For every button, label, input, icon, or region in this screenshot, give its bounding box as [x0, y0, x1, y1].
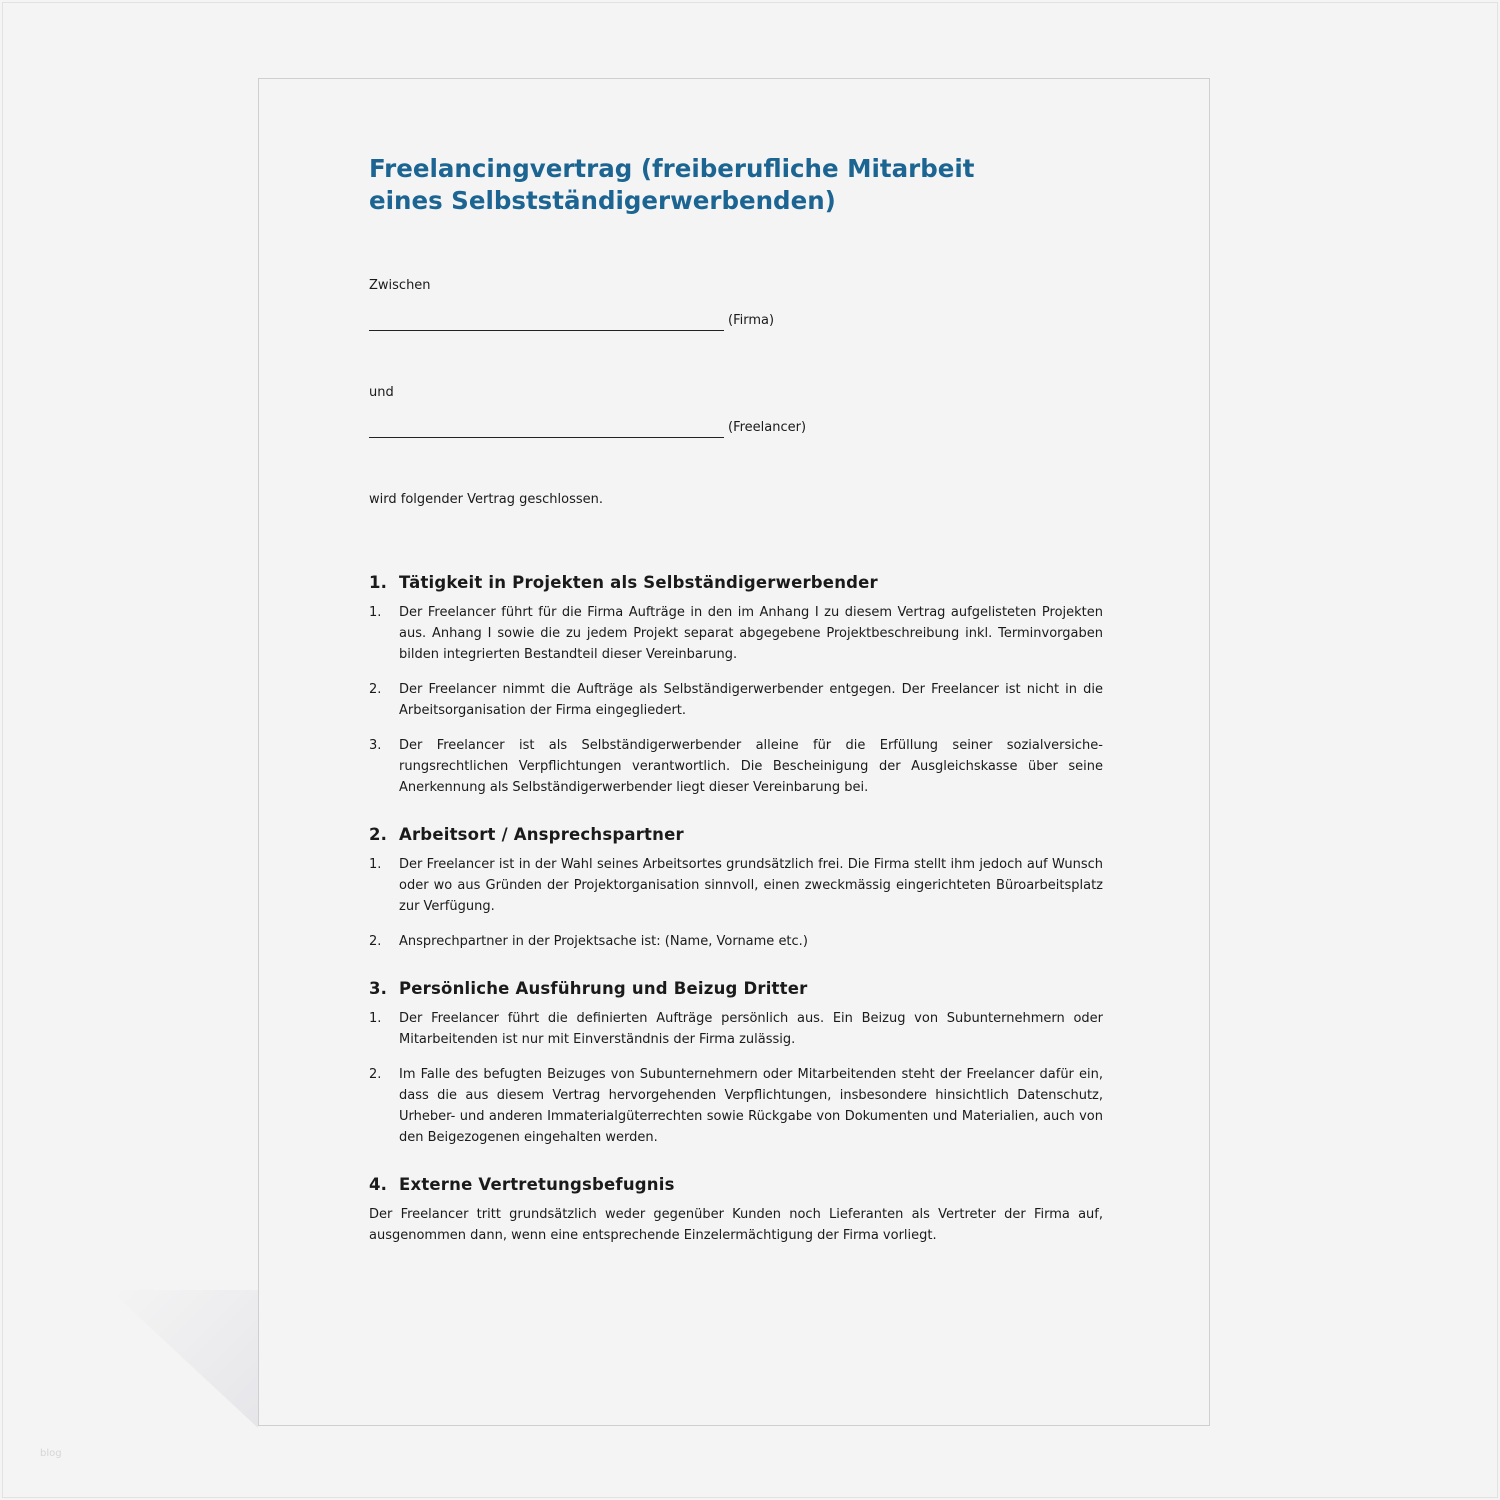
section-title: Tätigkeit in Projekten als Selbständigerwerbender — [399, 573, 878, 592]
list-item — [369, 1064, 1103, 1148]
item-text: Der Freelancer führt die definierten Aufträge persönlich aus. Ein Beizug von Subunternehmern oder Mitarbeitenden ist nur mit Einverständnis der Firma zulässig. — [399, 1011, 1103, 1047]
item-number: 2. — [369, 682, 382, 697]
section-number: 1. — [369, 573, 388, 592]
item-text: Der Freelancer ist als Selbständigerwerbender alleine für die Erfüllung seiner sozialversicherungsrechtlichen Verpflichtungen verantwortlich. Die Bescheinigung der Ausgleichskasse über seine Anerkennung als Selbständigerwerbender liegt dieser Vereinbarung bei. — [399, 738, 1103, 795]
section-title: Arbeitsort / Ansprechspartner — [399, 825, 684, 844]
section-text: Der Freelancer tritt grundsätzlich weder gegenüber Kunden noch Lieferanten als Vertreter der Firma auf, ausgenommen dann, wenn eine entsprechende Einzelermächtigung der Firma vorliegt. — [369, 1207, 1103, 1243]
section-heading — [369, 572, 1103, 594]
party-freelancer — [369, 417, 1103, 438]
list-item — [369, 1008, 1103, 1050]
firma-label: (Firma) — [728, 313, 775, 328]
item-text: Der Freelancer führt für die Firma Aufträge in den im Anhang I zu diesem Vertrag aufgelisteten Projekten aus. Anhang I sowie die zu jedem Projekt separat abgegebene Projektbeschreibung inkl. Terminvorgaben bilden integrierten Bestandteil dieser Vereinbarung. — [399, 605, 1103, 662]
item-number: 2. — [369, 934, 382, 949]
section-1 — [369, 572, 1103, 798]
document-content — [369, 153, 1103, 1246]
item-number: 1. — [369, 857, 382, 872]
watermark: blog — [40, 1448, 62, 1459]
section-3 — [369, 978, 1103, 1148]
section-4 — [369, 1174, 1103, 1246]
section-heading — [369, 824, 1103, 846]
section-2 — [369, 824, 1103, 952]
document-page — [258, 78, 1210, 1426]
intro-text: wird folgender Vertrag geschlossen. — [369, 492, 604, 507]
item-text: Im Falle des befugten Beizuges von Subunternehmern oder Mitarbeitenden steht der Freelancer dafür ein, dass die aus diesem Vertrag hervorgehenden Verpflichtungen, insbesondere hinsichtlich Datenschutz, Urheber- und anderen Immaterialgüterrechten sowie Rückgabe von Dokumenten und Materialien, auch von den Beigezogenen eingehalten werden. — [399, 1067, 1103, 1145]
and-label: und — [369, 385, 394, 400]
item-number: 3. — [369, 738, 382, 753]
item-text: Ansprechpartner in der Projektsache ist: (Name, Vorname etc.) — [399, 934, 808, 949]
section-number: 3. — [369, 979, 388, 998]
list-item — [369, 931, 1103, 952]
section-number: 4. — [369, 1175, 388, 1194]
section-heading — [369, 1174, 1103, 1196]
between-label: Zwischen — [369, 278, 431, 293]
section-heading — [369, 978, 1103, 1000]
list-item — [369, 679, 1103, 721]
item-number: 1. — [369, 605, 382, 620]
firma-blank-line[interactable] — [369, 316, 724, 331]
item-text: Der Freelancer nimmt die Aufträge als Selbständigerwerbender entgegen. Der Freelancer ist nicht in die Arbeitsorganisation der Firma eingegliedert. — [399, 682, 1103, 718]
section-title: Externe Vertretungsbefugnis — [399, 1175, 675, 1194]
section-number: 2. — [369, 825, 388, 844]
item-text: Der Freelancer ist in der Wahl seines Arbeitsortes grundsätzlich frei. Die Firma stellt ihm jedoch auf Wunsch oder wo aus Gründen der Projektorganisation sinnvoll, einen zweckmässig eingerichteten Büroarbeitsplatz zur Verfügung. — [399, 857, 1103, 914]
item-number: 1. — [369, 1011, 382, 1026]
freelancer-label: (Freelancer) — [728, 420, 807, 435]
list-item — [369, 854, 1103, 917]
section-title: Persönliche Ausführung und Beizug Dritter — [399, 979, 808, 998]
document-title: Freelancingvertrag (freiberufliche Mitarbeit eines Selbstständigerwerbenden) — [369, 154, 975, 215]
party-firma — [369, 310, 1103, 331]
list-item — [369, 735, 1103, 798]
list-item — [369, 602, 1103, 665]
freelancer-blank-line[interactable] — [369, 423, 724, 438]
item-number: 2. — [369, 1067, 382, 1082]
